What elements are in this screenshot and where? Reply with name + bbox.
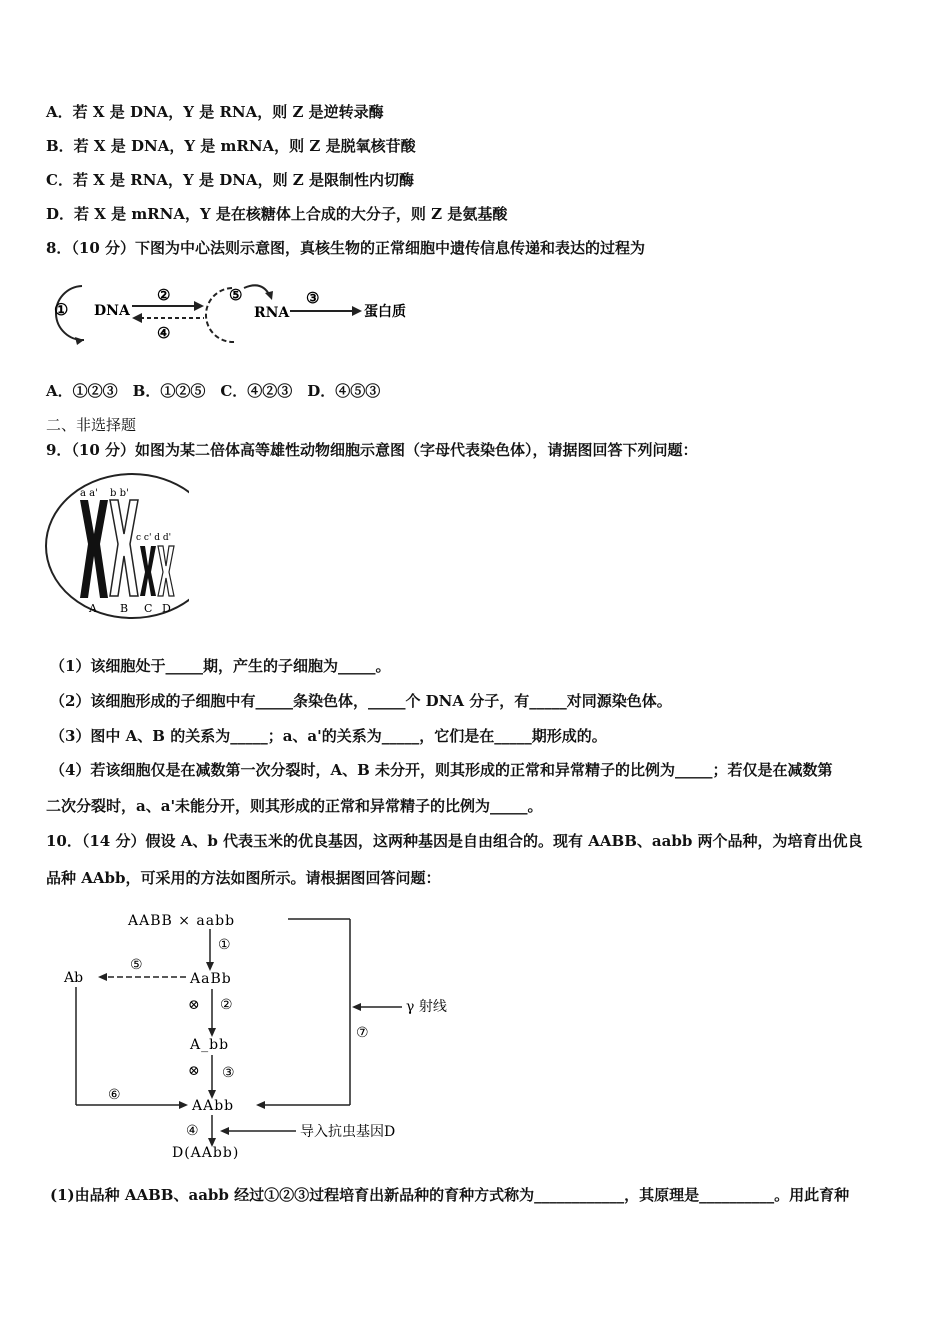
q8-options: A．①②③ B．①②⑤ C．④②③ D．④⑤③ — [46, 382, 381, 400]
label-s3: ③ — [222, 1065, 235, 1081]
q7-option-a: A．若 X 是 DNA，Y 是 RNA，则 Z 是逆转录酶 — [46, 103, 384, 121]
label-bottom-a: A — [89, 602, 97, 615]
label-n2: ② — [157, 286, 171, 304]
label-n3: ③ — [306, 289, 320, 307]
label-gamma: γ 射线 — [406, 999, 447, 1015]
chromosome-d — [158, 546, 174, 596]
label-gene: 导入抗虫基因D — [300, 1124, 396, 1140]
q9-part2: （2）该细胞形成的子细胞中有_____条染色体，_____个 DNA 分子，有_____对同源染色体。 — [50, 692, 672, 710]
label-bottom-b: B — [120, 602, 129, 615]
q9-part1: （1）该细胞处于_____期，产生的子细胞为_____。 — [50, 657, 391, 675]
chromosome-c — [140, 546, 156, 596]
central-dogma-diagram — [44, 278, 424, 354]
q7-option-d: D．若 X 是 mRNA，Y 是在核糖体上合成的大分子，则 Z 是氨基酸 — [46, 205, 508, 223]
breeding-diagram — [60, 905, 480, 1169]
label-n4: ④ — [157, 324, 171, 342]
label-a-bb: A_bb — [190, 1037, 230, 1053]
chromosome-b — [110, 500, 138, 596]
label-f1: AaBb — [190, 971, 232, 987]
label-top-b: b b' — [110, 488, 129, 499]
label-s7: ⑦ — [356, 1025, 369, 1041]
q9-part3: （3）图中 A、B 的关系为_____；a、a'的关系为_____，它们是在_____期形成的。 — [50, 727, 607, 745]
q9-part4-line2: 二次分裂时，a、a'未能分开，则其形成的正常和异常精子的比例为_____。 — [46, 797, 543, 815]
q8-stem: 8．（10 分）下图为中心法则示意图，真核生物的正常细胞中遗传信息传递和表达的过程为 — [46, 239, 646, 257]
q7-option-b: B．若 X 是 DNA，Y 是 mRNA，则 Z 是脱氧核苷酸 — [46, 137, 416, 155]
label-top-c: c c' d d' — [136, 533, 172, 543]
label-n5: ⑤ — [229, 286, 243, 304]
label-s5: ⑤ — [130, 957, 143, 973]
chromosome-a — [80, 500, 108, 598]
label-bottom-c: C — [144, 602, 153, 615]
label-top-a: a a' — [80, 488, 98, 499]
label-ab: Ab — [64, 970, 84, 986]
label-aabb: AAbb — [192, 1098, 235, 1114]
q7-option-c: C．若 X 是 RNA，Y 是 DNA，则 Z 是限制性内切酶 — [46, 171, 414, 189]
q10-part1: (1)由品种 AABB、aabb 经过①②③过程培育出新品种的育种方式称为____________，其原理是__________。用此育种 — [50, 1186, 850, 1204]
label-n1: ① — [54, 300, 69, 319]
label-rna: RNA — [254, 305, 290, 321]
label-cross: AABB × aabb — [128, 913, 236, 929]
label-s6: ⑥ — [108, 1087, 121, 1103]
label-dna: DNA — [94, 303, 130, 319]
label-protein: 蛋白质 — [364, 304, 406, 320]
q9-part4-line1: （4）若该细胞仅是在减数第一次分裂时，A、B 未分开，则其形成的正常和异常精子的比例为_____；若仅是在减数第 — [50, 761, 833, 779]
label-self-1: ⊗ — [188, 997, 200, 1013]
cell-diagram — [44, 472, 189, 626]
label-bottom-d: D — [162, 602, 171, 615]
label-s2: ② — [220, 997, 233, 1013]
q9-stem: 9．（10 分）如图为某二倍体高等雄性动物细胞示意图（字母代表染色体），请据图回答下列问题： — [46, 441, 698, 459]
label-s4: ④ — [186, 1123, 199, 1139]
label-final: D(AAbb) — [172, 1145, 240, 1161]
q10-stem-line1: 10．（14 分）假设 A、b 代表玉米的优良基因，这两种基因是自由组合的。现有 AABB、aabb 两个品种，为培育出优良 — [46, 832, 863, 850]
section-heading: 二、非选择题 — [46, 416, 137, 434]
label-self-2: ⊗ — [188, 1063, 200, 1079]
q10-stem-line2: 品种 AAbb，可采用的方法如图所示。请根据图回答问题： — [46, 869, 441, 887]
label-s1: ① — [218, 937, 231, 953]
